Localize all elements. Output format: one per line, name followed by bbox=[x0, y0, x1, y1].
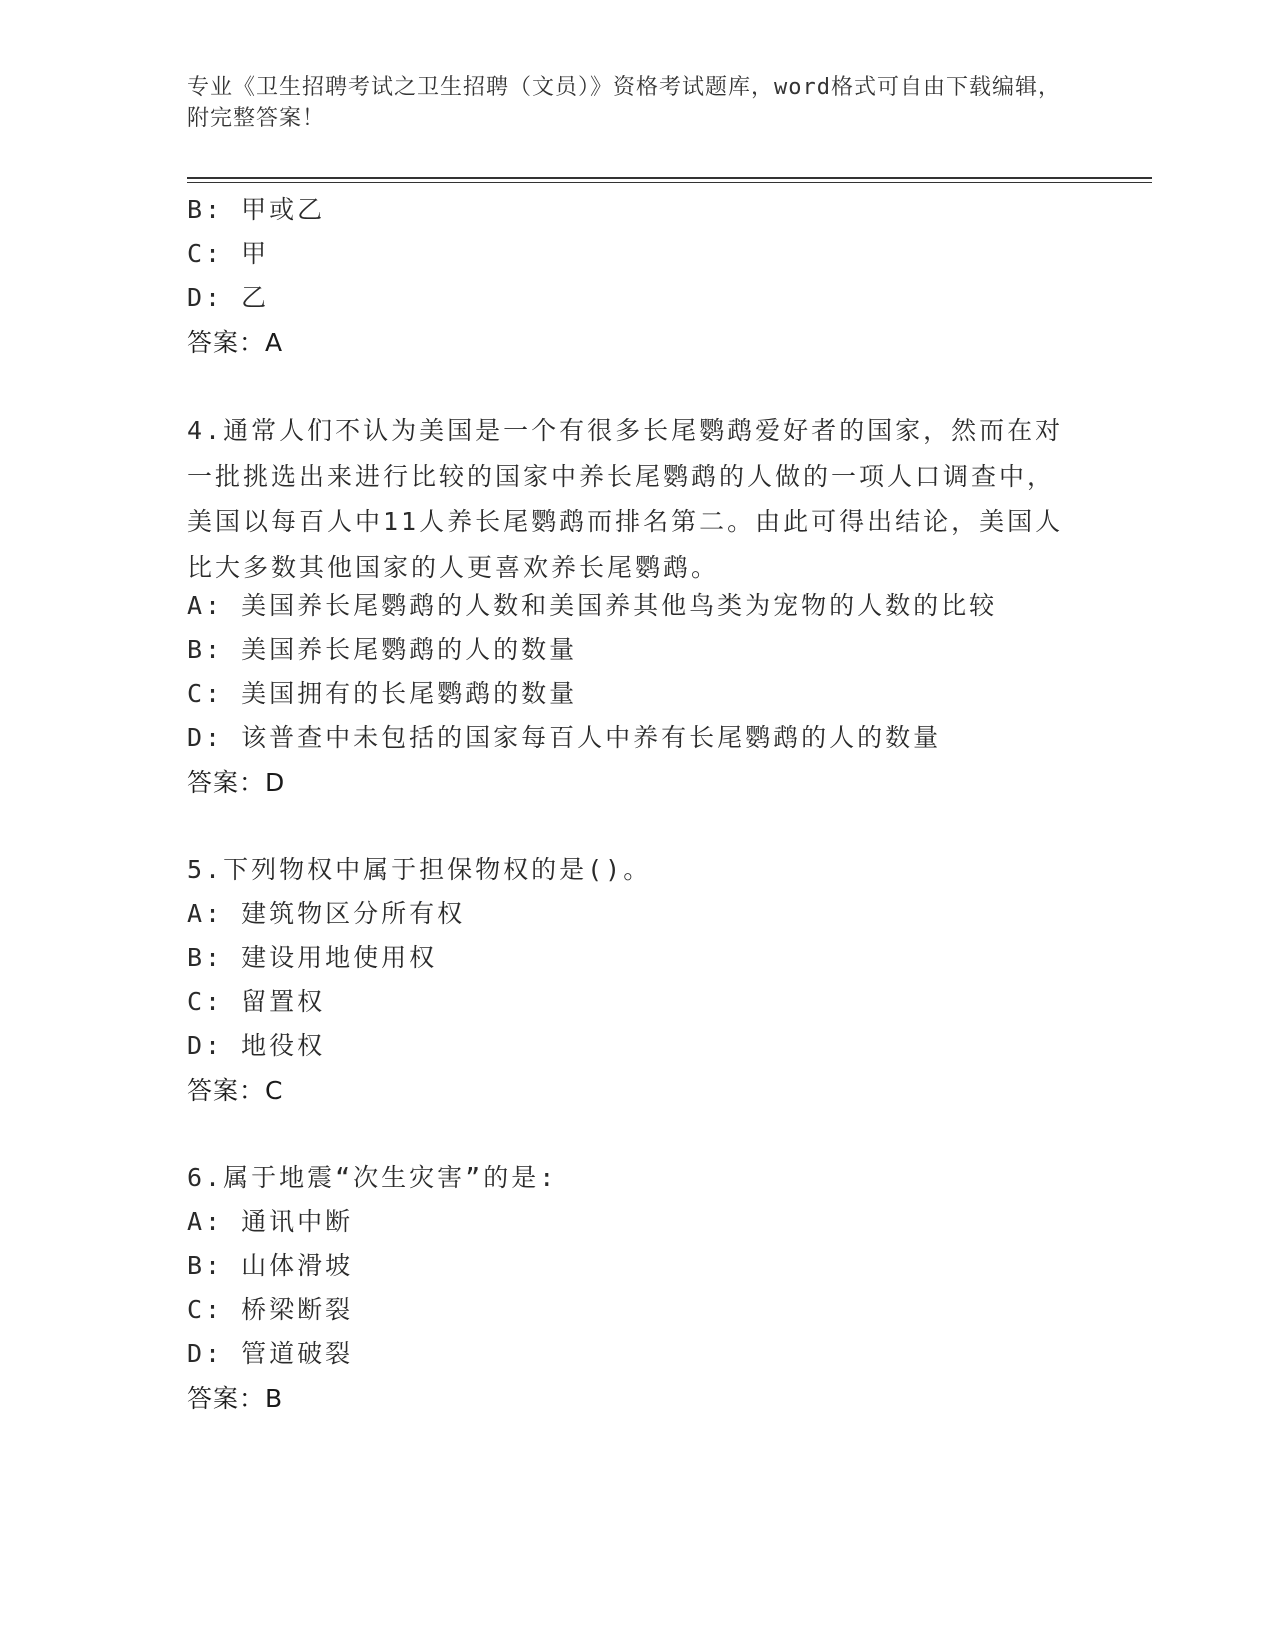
q6-option-d: D: 管道破裂 bbox=[187, 1339, 354, 1368]
q3-option-b: B: 甲或乙 bbox=[187, 195, 326, 224]
header-divider-thin bbox=[187, 182, 1152, 183]
document-header: 专业《卫生招聘考试之卫生招聘（文员）》资格考试题库，word格式可自由下载编辑，附完整答案！ bbox=[187, 75, 1061, 131]
q4-answer: 答案：D bbox=[187, 768, 286, 797]
q5-answer: 答案：C bbox=[187, 1076, 284, 1105]
q4-stem: 4.通常人们不认为美国是一个有很多长尾鹦鹉爱好者的国家，然而在对一批挑选出来进行比较的国家中养长尾鹦鹉的人做的一项人口调查中，美国以每百人中11人养长尾鹦鹉而排名第二。由此可得出结论，美国人比大多数其他国家的人更喜欢养长尾鹦鹉。 bbox=[187, 416, 1064, 582]
q5-option-b: B: 建设用地使用权 bbox=[187, 943, 438, 972]
q6-stem: 6.属于地震“次生灾害”的是: bbox=[187, 1163, 558, 1192]
q4-option-c: C: 美国拥有的长尾鹦鹉的数量 bbox=[187, 679, 578, 708]
q3-option-c: C: 甲 bbox=[187, 239, 270, 268]
q6-answer: 答案：B bbox=[187, 1384, 284, 1413]
q6-option-c: C: 桥梁断裂 bbox=[187, 1295, 354, 1324]
q3-option-d: D: 乙 bbox=[187, 283, 270, 312]
q5-option-a: A: 建筑物区分所有权 bbox=[187, 899, 466, 928]
header-divider-thick bbox=[187, 177, 1152, 179]
q4-option-d: D: 该普查中未包括的国家每百人中养有长尾鹦鹉的人的数量 bbox=[187, 723, 942, 752]
q4-option-b: B: 美国养长尾鹦鹉的人的数量 bbox=[187, 635, 578, 664]
q4-option-a: A: 美国养长尾鹦鹉的人数和美国养其他鸟类为宠物的人数的比较 bbox=[187, 591, 998, 620]
q3-answer: 答案：A bbox=[187, 328, 284, 357]
q6-option-a: A: 通讯中断 bbox=[187, 1207, 354, 1236]
q5-option-d: D: 地役权 bbox=[187, 1031, 326, 1060]
q5-stem: 5.下列物权中属于担保物权的是()。 bbox=[187, 855, 652, 884]
q6-option-b: B: 山体滑坡 bbox=[187, 1251, 354, 1280]
q5-option-c: C: 留置权 bbox=[187, 987, 326, 1016]
